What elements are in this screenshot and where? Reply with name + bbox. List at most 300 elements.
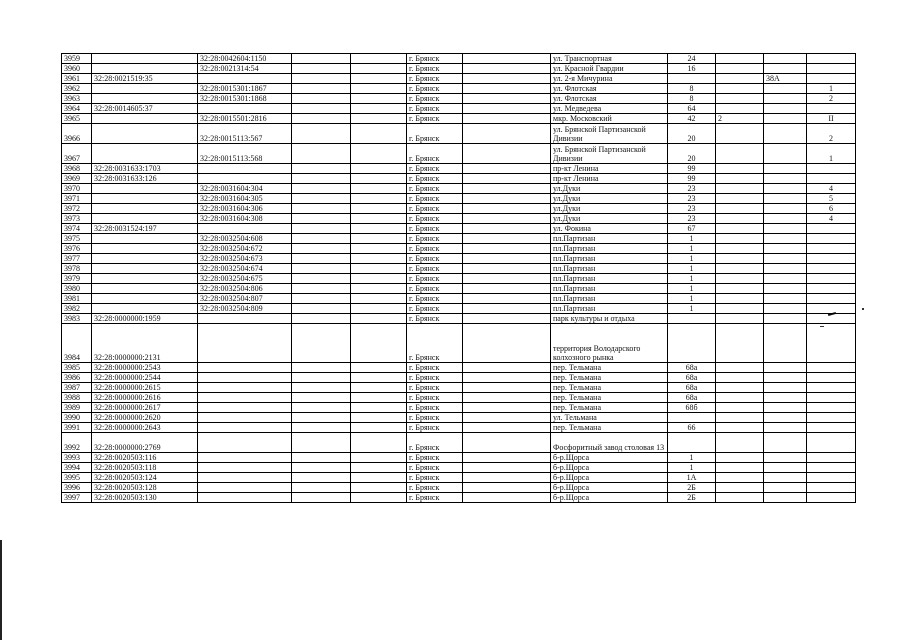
building-cell bbox=[716, 373, 764, 383]
empty-cell bbox=[351, 54, 407, 64]
empty-cell bbox=[351, 234, 407, 244]
building-cell bbox=[716, 423, 764, 433]
empty-cell bbox=[292, 94, 351, 104]
city-cell: г. Брянск bbox=[407, 264, 463, 274]
cadastral-number-object: 32:28:0042604:1150 bbox=[198, 54, 292, 64]
empty-cell bbox=[463, 214, 551, 224]
table-row bbox=[62, 373, 856, 383]
empty-cell bbox=[351, 413, 407, 423]
cadastral-number-land: 32:28:0020503:124 bbox=[92, 473, 198, 483]
stray-pen-mark bbox=[862, 308, 864, 310]
letter-cell bbox=[764, 194, 807, 204]
empty-cell bbox=[351, 94, 407, 104]
house-number-cell: 68а bbox=[668, 373, 716, 383]
house-number-cell: 1 bbox=[668, 304, 716, 314]
city-cell: г. Брянск bbox=[407, 124, 463, 144]
cadastral-number-object bbox=[198, 174, 292, 184]
building-cell bbox=[716, 393, 764, 403]
letter-cell bbox=[764, 493, 807, 503]
house-number-cell: 1 bbox=[668, 274, 716, 284]
house-number-cell: 1 bbox=[668, 254, 716, 264]
street-cell: б-р.Щорса bbox=[551, 483, 668, 493]
row-number: 3968 bbox=[62, 164, 92, 174]
house-number-cell: 23 bbox=[668, 214, 716, 224]
house-number-cell: 23 bbox=[668, 204, 716, 214]
empty-cell bbox=[463, 463, 551, 473]
city-cell: г. Брянск bbox=[407, 104, 463, 114]
city-cell: г. Брянск bbox=[407, 84, 463, 94]
row-number: 3993 bbox=[62, 453, 92, 463]
cadastral-number-land bbox=[92, 124, 198, 144]
cadastral-number-land: 32:28:0000000:2769 bbox=[92, 433, 198, 453]
row-number: 3970 bbox=[62, 184, 92, 194]
table-row bbox=[62, 184, 856, 194]
street-cell: б-р.Щорса bbox=[551, 493, 668, 503]
cadastral-number-land: 32:28:0000000:2643 bbox=[92, 423, 198, 433]
empty-cell bbox=[292, 483, 351, 493]
street-cell: ул. Тельмана bbox=[551, 413, 668, 423]
house-number-cell: 8 bbox=[668, 84, 716, 94]
house-number-cell: 1 bbox=[668, 264, 716, 274]
city-cell: г. Брянск bbox=[407, 393, 463, 403]
cadastral-number-land bbox=[92, 184, 198, 194]
row-number: 3975 bbox=[62, 234, 92, 244]
cadastral-number-land bbox=[92, 304, 198, 314]
empty-cell bbox=[463, 254, 551, 264]
row-number: 3985 bbox=[62, 363, 92, 373]
table-row bbox=[62, 214, 856, 224]
house-number-cell: 99 bbox=[668, 174, 716, 184]
empty-cell bbox=[292, 114, 351, 124]
street-cell: ул. Транспортная bbox=[551, 54, 668, 64]
letter-cell bbox=[764, 264, 807, 274]
letter-cell bbox=[764, 393, 807, 403]
table-row bbox=[62, 324, 856, 363]
building-cell bbox=[716, 413, 764, 423]
letter-cell bbox=[764, 324, 807, 363]
row-number: 3963 bbox=[62, 94, 92, 104]
empty-cell bbox=[463, 473, 551, 483]
city-cell: г. Брянск bbox=[407, 94, 463, 104]
house-number-cell: 1 bbox=[668, 453, 716, 463]
empty-cell bbox=[292, 304, 351, 314]
cadastral-number-land bbox=[92, 284, 198, 294]
building-cell bbox=[716, 304, 764, 314]
letter-cell bbox=[764, 423, 807, 433]
letter-cell bbox=[764, 403, 807, 413]
empty-cell bbox=[292, 423, 351, 433]
street-cell: пр-кт Ленина bbox=[551, 174, 668, 184]
flat-number-cell bbox=[807, 483, 856, 493]
house-number-cell: 68а bbox=[668, 383, 716, 393]
house-number-cell: 20 bbox=[668, 144, 716, 164]
city-cell: г. Брянск bbox=[407, 363, 463, 373]
letter-cell bbox=[764, 413, 807, 423]
city-cell: г. Брянск bbox=[407, 284, 463, 294]
letter-cell bbox=[764, 224, 807, 234]
letter-cell bbox=[764, 284, 807, 294]
house-number-cell: 1 bbox=[668, 294, 716, 304]
cadastral-number-land bbox=[92, 234, 198, 244]
building-cell bbox=[716, 363, 764, 373]
empty-cell bbox=[463, 453, 551, 463]
building-cell bbox=[716, 214, 764, 224]
street-cell: ул. Брянской Партизанской Дивизии bbox=[551, 124, 668, 144]
flat-number-cell bbox=[807, 453, 856, 463]
street-cell: ул.Дуки bbox=[551, 214, 668, 224]
cadastral-number-land bbox=[92, 144, 198, 164]
city-cell: г. Брянск bbox=[407, 373, 463, 383]
cadastral-number-land: 32:28:0000000:2131 bbox=[92, 324, 198, 363]
house-number-cell: 1 bbox=[668, 234, 716, 244]
empty-cell bbox=[463, 373, 551, 383]
table-row bbox=[62, 284, 856, 294]
table-row bbox=[62, 104, 856, 114]
table-row bbox=[62, 144, 856, 164]
cadastral-number-object bbox=[198, 363, 292, 373]
table-row bbox=[62, 304, 856, 314]
empty-cell bbox=[292, 324, 351, 363]
street-cell: пер. Тельмана bbox=[551, 373, 668, 383]
city-cell: г. Брянск bbox=[407, 423, 463, 433]
empty-cell bbox=[351, 373, 407, 383]
cadastral-number-land: 32:28:0020503:128 bbox=[92, 483, 198, 493]
empty-cell bbox=[463, 164, 551, 174]
building-cell bbox=[716, 403, 764, 413]
empty-cell bbox=[463, 94, 551, 104]
empty-cell bbox=[351, 264, 407, 274]
city-cell: г. Брянск bbox=[407, 254, 463, 264]
row-number: 3984 bbox=[62, 324, 92, 363]
letter-cell bbox=[764, 363, 807, 373]
flat-number-cell bbox=[807, 363, 856, 373]
row-number: 3986 bbox=[62, 373, 92, 383]
flat-number-cell bbox=[807, 473, 856, 483]
street-cell: мкр. Московский bbox=[551, 114, 668, 124]
letter-cell bbox=[764, 433, 807, 453]
cadastral-number-object: 32:28:0021314:54 bbox=[198, 64, 292, 74]
empty-cell bbox=[292, 74, 351, 84]
empty-cell bbox=[463, 64, 551, 74]
city-cell: г. Брянск bbox=[407, 234, 463, 244]
empty-cell bbox=[351, 493, 407, 503]
empty-cell bbox=[351, 393, 407, 403]
empty-cell bbox=[463, 393, 551, 403]
cadastral-number-object: 32:28:0032504:807 bbox=[198, 294, 292, 304]
building-cell bbox=[716, 244, 764, 254]
city-cell: г. Брянск bbox=[407, 114, 463, 124]
empty-cell bbox=[463, 274, 551, 284]
cadastral-number-object bbox=[198, 463, 292, 473]
table-row bbox=[62, 463, 856, 473]
empty-cell bbox=[292, 393, 351, 403]
building-cell bbox=[716, 264, 764, 274]
empty-cell bbox=[292, 224, 351, 234]
street-cell: ул. Красной Гвардии bbox=[551, 64, 668, 74]
table-row bbox=[62, 74, 856, 84]
city-cell: г. Брянск bbox=[407, 413, 463, 423]
house-number-cell: 64 bbox=[668, 104, 716, 114]
empty-cell bbox=[292, 124, 351, 144]
empty-cell bbox=[292, 234, 351, 244]
letter-cell bbox=[764, 483, 807, 493]
building-cell bbox=[716, 254, 764, 264]
street-cell: пл.Партизан bbox=[551, 284, 668, 294]
cadastral-number-land bbox=[92, 244, 198, 254]
building-cell bbox=[716, 383, 764, 393]
cadastral-number-land: 32:28:0000000:2615 bbox=[92, 383, 198, 393]
empty-cell bbox=[292, 84, 351, 94]
table-row bbox=[62, 54, 856, 64]
empty-cell bbox=[463, 284, 551, 294]
letter-cell bbox=[764, 453, 807, 463]
street-cell: пл.Партизан bbox=[551, 274, 668, 284]
street-cell: ул.Дуки bbox=[551, 184, 668, 194]
empty-cell bbox=[351, 224, 407, 234]
empty-cell bbox=[292, 473, 351, 483]
row-number: 3969 bbox=[62, 174, 92, 184]
empty-cell bbox=[292, 264, 351, 274]
empty-cell bbox=[292, 453, 351, 463]
house-number-cell: 2Б bbox=[668, 493, 716, 503]
city-cell: г. Брянск bbox=[407, 64, 463, 74]
empty-cell bbox=[351, 104, 407, 114]
cadastral-number-object bbox=[198, 493, 292, 503]
city-cell: г. Брянск bbox=[407, 274, 463, 284]
flat-number-cell bbox=[807, 304, 856, 314]
city-cell: г. Брянск bbox=[407, 483, 463, 493]
house-number-cell: 23 bbox=[668, 194, 716, 204]
cadastral-number-land: 32:28:0014605:37 bbox=[92, 104, 198, 114]
empty-cell bbox=[292, 383, 351, 393]
row-number: 3965 bbox=[62, 114, 92, 124]
house-number-cell: 24 bbox=[668, 54, 716, 64]
flat-number-cell bbox=[807, 224, 856, 234]
building-cell bbox=[716, 294, 764, 304]
flat-number-cell bbox=[807, 413, 856, 423]
letter-cell bbox=[764, 184, 807, 194]
building-cell bbox=[716, 433, 764, 453]
letter-cell: 38А bbox=[764, 74, 807, 84]
empty-cell bbox=[351, 403, 407, 413]
street-cell: пер. Тельмана bbox=[551, 403, 668, 413]
table-row bbox=[62, 244, 856, 254]
building-cell bbox=[716, 314, 764, 324]
street-cell: ул. 2-я Мичурина bbox=[551, 74, 668, 84]
flat-number-cell bbox=[807, 324, 856, 363]
flat-number-cell bbox=[807, 423, 856, 433]
street-cell: ул.Дуки bbox=[551, 204, 668, 214]
street-cell: пр-кт Ленина bbox=[551, 164, 668, 174]
cadastral-number-object: 32:28:0031604:306 bbox=[198, 204, 292, 214]
street-cell: ул. Брянской Партизанской Дивизии bbox=[551, 144, 668, 164]
cadastral-number-land bbox=[92, 204, 198, 214]
cadastral-number-land: 32:28:0000000:2544 bbox=[92, 373, 198, 383]
house-number-cell bbox=[668, 74, 716, 84]
house-number-cell: 8 bbox=[668, 94, 716, 104]
cadastral-number-land: 32:28:0020503:116 bbox=[92, 453, 198, 463]
city-cell: г. Брянск bbox=[407, 324, 463, 363]
empty-cell bbox=[351, 184, 407, 194]
table-row bbox=[62, 473, 856, 483]
row-number: 3960 bbox=[62, 64, 92, 74]
row-number: 3990 bbox=[62, 413, 92, 423]
city-cell: г. Брянск bbox=[407, 244, 463, 254]
empty-cell bbox=[292, 493, 351, 503]
house-number-cell bbox=[668, 314, 716, 324]
table-row bbox=[62, 423, 856, 433]
cadastral-number-land: 32:28:0000000:1959 bbox=[92, 314, 198, 324]
table-row bbox=[62, 164, 856, 174]
letter-cell bbox=[764, 234, 807, 244]
empty-cell bbox=[292, 194, 351, 204]
street-cell: б-р.Щорса bbox=[551, 473, 668, 483]
cadastral-number-object bbox=[198, 104, 292, 114]
empty-cell bbox=[351, 284, 407, 294]
street-cell: пер. Тельмана bbox=[551, 383, 668, 393]
letter-cell bbox=[764, 114, 807, 124]
empty-cell bbox=[351, 114, 407, 124]
house-number-cell: 16 bbox=[668, 64, 716, 74]
empty-cell bbox=[463, 114, 551, 124]
cadastral-number-object bbox=[198, 393, 292, 403]
building-cell bbox=[716, 463, 764, 473]
empty-cell bbox=[292, 403, 351, 413]
cadastral-number-object bbox=[198, 413, 292, 423]
empty-cell bbox=[463, 304, 551, 314]
letter-cell bbox=[764, 94, 807, 104]
empty-cell bbox=[292, 54, 351, 64]
row-number: 3976 bbox=[62, 244, 92, 254]
letter-cell bbox=[764, 314, 807, 324]
house-number-cell: 1 bbox=[668, 463, 716, 473]
table-row bbox=[62, 453, 856, 463]
table-row bbox=[62, 84, 856, 94]
house-number-cell: 1А bbox=[668, 473, 716, 483]
table-row bbox=[62, 403, 856, 413]
letter-cell bbox=[764, 383, 807, 393]
letter-cell bbox=[764, 54, 807, 64]
cadastral-number-land bbox=[92, 194, 198, 204]
row-number: 3991 bbox=[62, 423, 92, 433]
cadastral-number-object bbox=[198, 324, 292, 363]
house-number-cell: 68а bbox=[668, 363, 716, 373]
cadastral-number-object: 32:28:0032504:806 bbox=[198, 284, 292, 294]
building-cell bbox=[716, 54, 764, 64]
table-row bbox=[62, 114, 856, 124]
empty-cell bbox=[463, 413, 551, 423]
table-row bbox=[62, 94, 856, 104]
row-number: 3966 bbox=[62, 124, 92, 144]
empty-cell bbox=[463, 194, 551, 204]
city-cell: г. Брянск bbox=[407, 463, 463, 473]
city-cell: г. Брянск bbox=[407, 144, 463, 164]
building-cell bbox=[716, 164, 764, 174]
empty-cell bbox=[292, 254, 351, 264]
house-number-cell: 2Б bbox=[668, 483, 716, 493]
empty-cell bbox=[463, 383, 551, 393]
cadastral-number-land bbox=[92, 254, 198, 264]
city-cell: г. Брянск bbox=[407, 194, 463, 204]
letter-cell bbox=[764, 244, 807, 254]
empty-cell bbox=[463, 224, 551, 234]
building-cell bbox=[716, 74, 764, 84]
cadastral-number-object: 32:28:0031604:305 bbox=[198, 194, 292, 204]
street-cell: пл.Партизан bbox=[551, 254, 668, 264]
city-cell: г. Брянск bbox=[407, 453, 463, 463]
empty-cell bbox=[351, 463, 407, 473]
cadastral-number-object: 32:28:0015501:2816 bbox=[198, 114, 292, 124]
flat-number-cell bbox=[807, 393, 856, 403]
table-row bbox=[62, 483, 856, 493]
empty-cell bbox=[463, 74, 551, 84]
building-cell bbox=[716, 284, 764, 294]
house-number-cell bbox=[668, 324, 716, 363]
cadastral-number-land: 32:28:0031524:197 bbox=[92, 224, 198, 234]
flat-number-cell: 5 bbox=[807, 194, 856, 204]
flat-number-cell bbox=[807, 174, 856, 184]
row-number: 3992 bbox=[62, 433, 92, 453]
table-row bbox=[62, 274, 856, 284]
empty-cell bbox=[351, 194, 407, 204]
page-edge-shadow bbox=[0, 540, 2, 640]
flat-number-cell bbox=[807, 54, 856, 64]
empty-cell bbox=[463, 294, 551, 304]
building-cell bbox=[716, 483, 764, 493]
house-number-cell bbox=[668, 413, 716, 423]
row-number: 3982 bbox=[62, 304, 92, 314]
table-row bbox=[62, 493, 856, 503]
empty-cell bbox=[351, 423, 407, 433]
flat-number-cell: 4 bbox=[807, 184, 856, 194]
house-number-cell: 23 bbox=[668, 184, 716, 194]
table-row bbox=[62, 383, 856, 393]
cadastral-number-land: 32:28:0021519:35 bbox=[92, 74, 198, 84]
cadastral-number-object: 32:28:0032504:675 bbox=[198, 274, 292, 284]
building-cell bbox=[716, 124, 764, 144]
table-row bbox=[62, 254, 856, 264]
row-number: 3989 bbox=[62, 403, 92, 413]
cadastral-number-object bbox=[198, 473, 292, 483]
empty-cell bbox=[463, 483, 551, 493]
cadastral-number-land bbox=[92, 54, 198, 64]
city-cell: г. Брянск bbox=[407, 294, 463, 304]
city-cell: г. Брянск bbox=[407, 174, 463, 184]
house-number-cell: 20 bbox=[668, 124, 716, 144]
empty-cell bbox=[292, 144, 351, 164]
empty-cell bbox=[351, 433, 407, 453]
empty-cell bbox=[351, 483, 407, 493]
row-number: 3977 bbox=[62, 254, 92, 264]
house-number-cell: 42 bbox=[668, 114, 716, 124]
city-cell: г. Брянск bbox=[407, 304, 463, 314]
empty-cell bbox=[351, 324, 407, 363]
cadastral-number-land bbox=[92, 264, 198, 274]
city-cell: г. Брянск bbox=[407, 54, 463, 64]
flat-number-cell bbox=[807, 463, 856, 473]
table-row bbox=[62, 224, 856, 234]
empty-cell bbox=[351, 244, 407, 254]
building-cell bbox=[716, 274, 764, 284]
empty-cell bbox=[351, 124, 407, 144]
street-cell: ул.Дуки bbox=[551, 194, 668, 204]
empty-cell bbox=[463, 433, 551, 453]
empty-cell bbox=[292, 204, 351, 214]
house-number-cell: 1 bbox=[668, 284, 716, 294]
house-number-cell: 68б bbox=[668, 403, 716, 413]
building-cell bbox=[716, 204, 764, 214]
cadastral-number-object bbox=[198, 373, 292, 383]
